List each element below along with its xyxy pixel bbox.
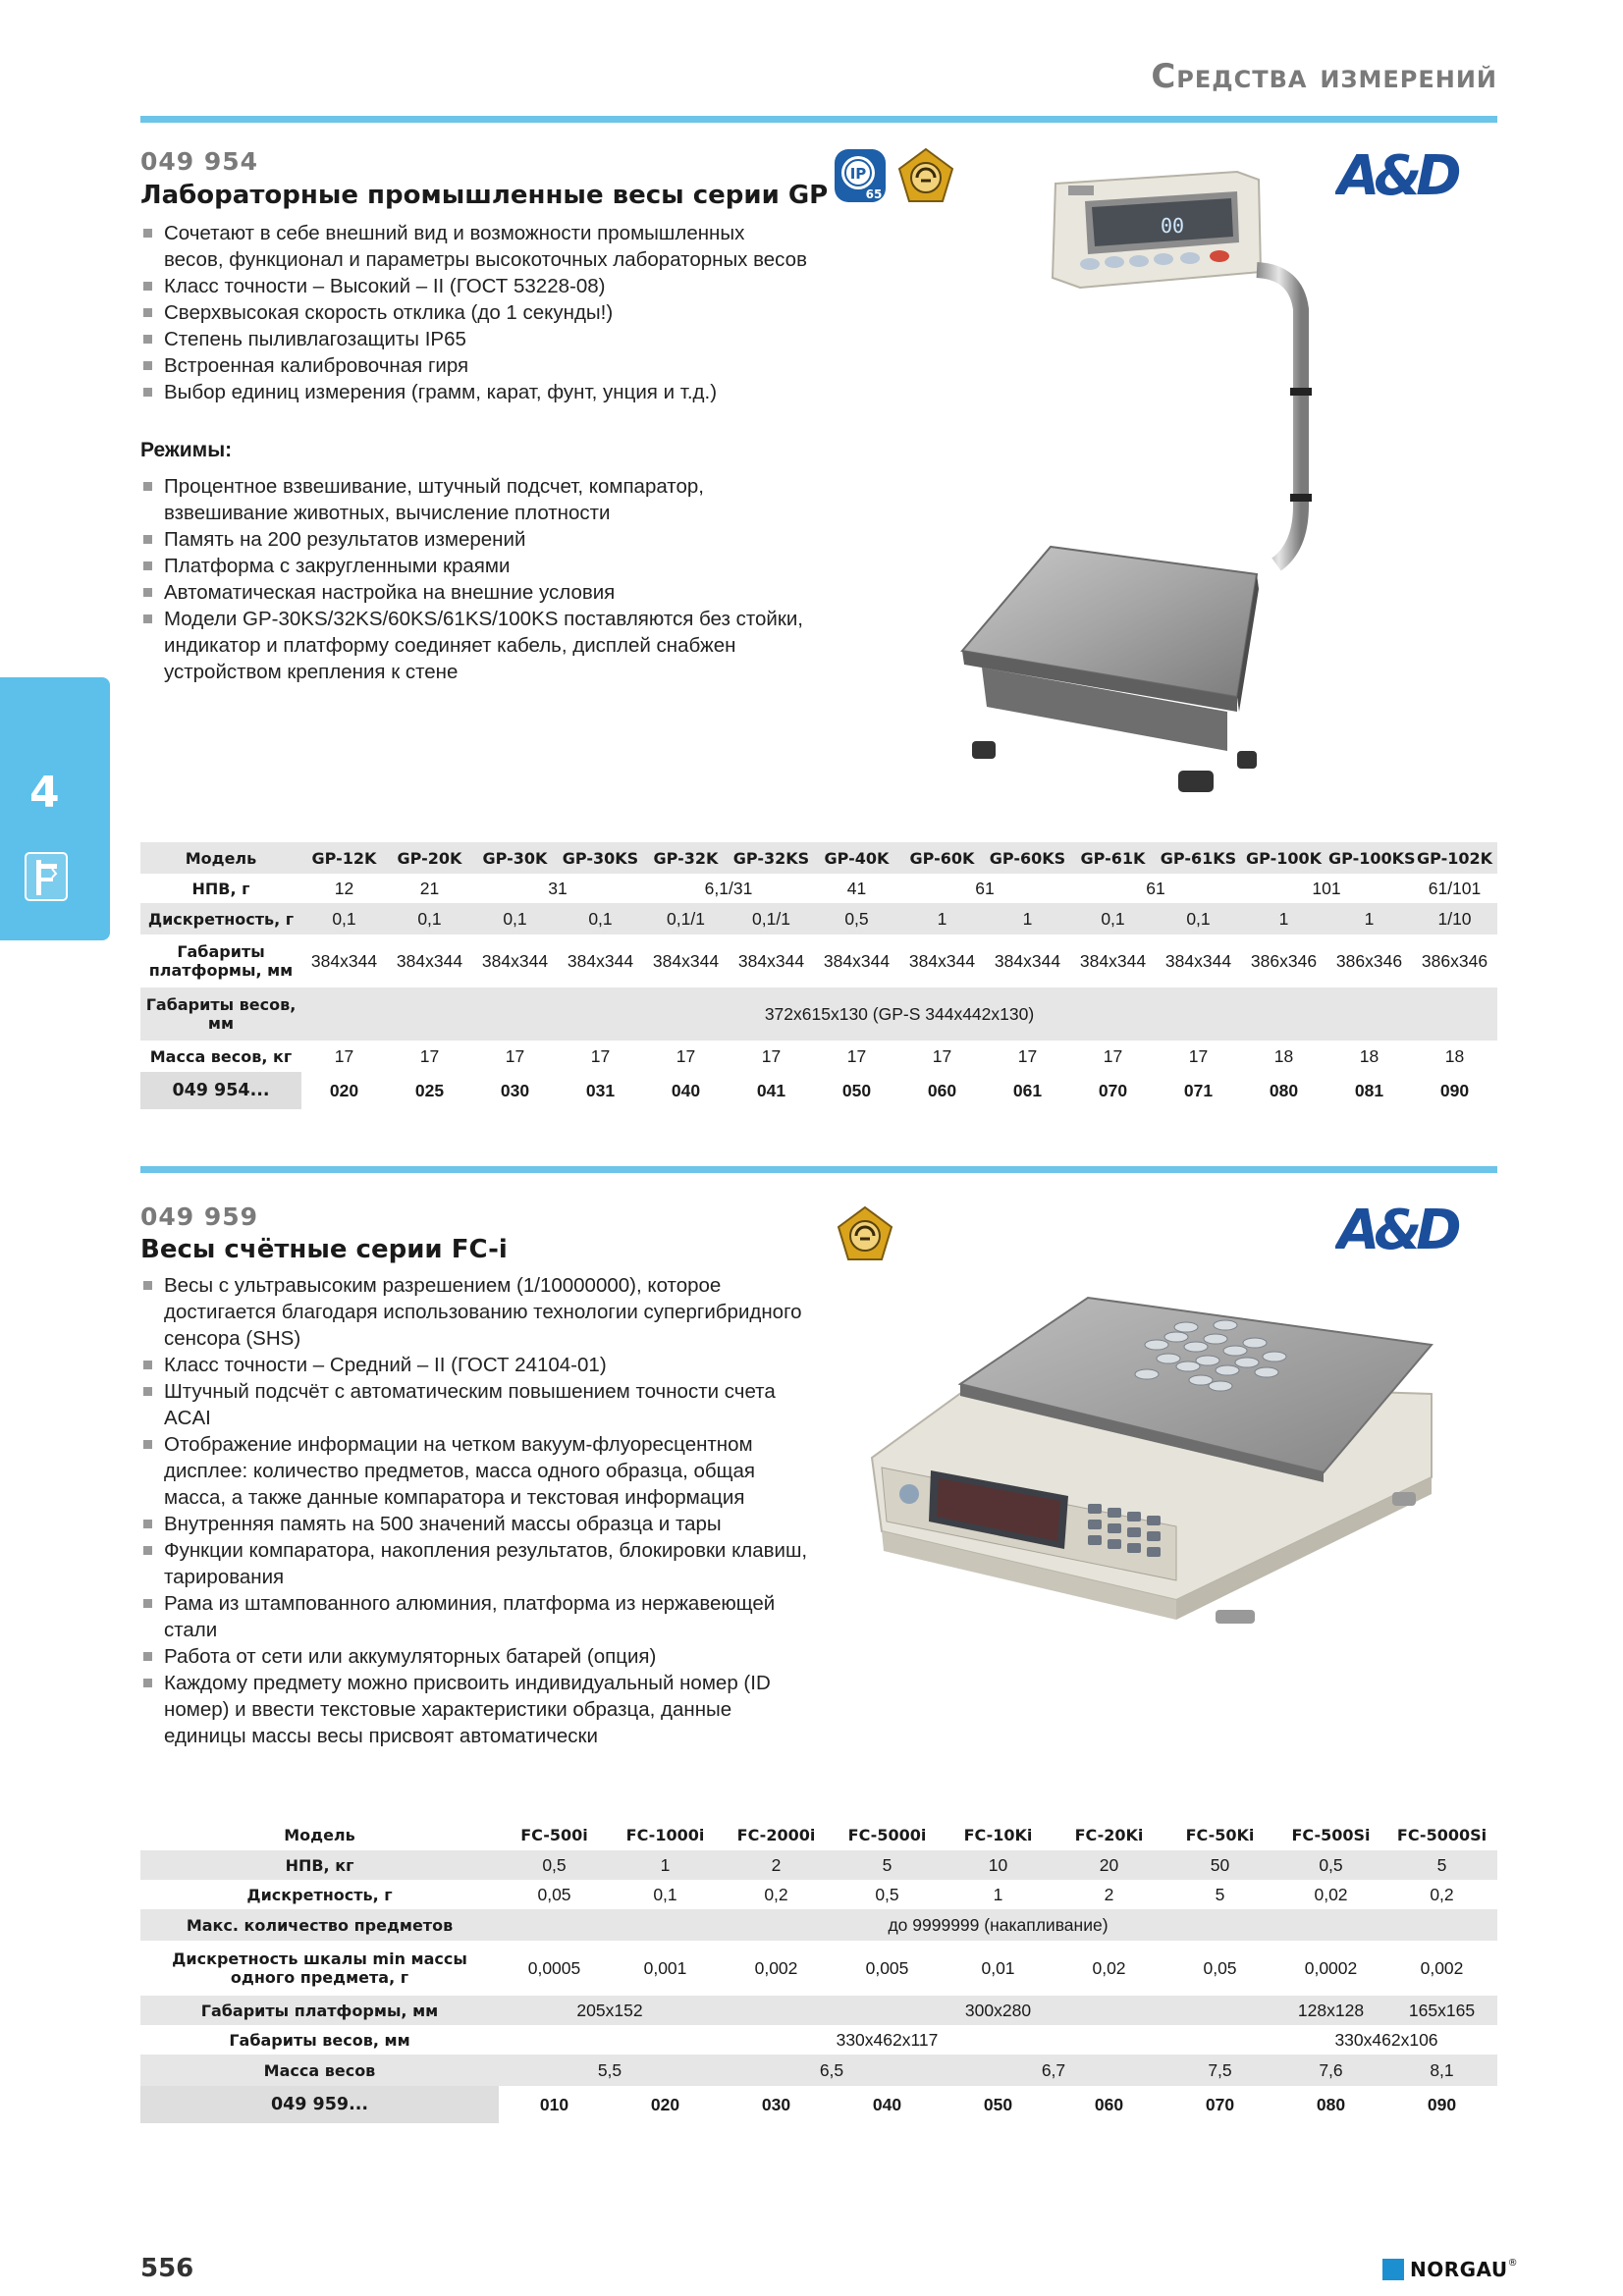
list-item: Отображение информации на четком вакуум-флуоресцентном дисплее: количество предметов, масса одного образца, общая масса, а также данные компаратора и текстовая информация — [140, 1431, 808, 1511]
table-header-cell: GP-30K — [472, 842, 558, 874]
table-cell: Дискретность шкалы min массы одного предмета, г — [172, 1949, 467, 1987]
table-cell: 0,2 — [764, 1884, 788, 1904]
table-cell: 5 — [832, 1850, 943, 1880]
table-cell: 20 — [1054, 1850, 1164, 1880]
table-cell: 384x344 — [1079, 950, 1147, 971]
table-cell: 050 — [983, 2094, 1013, 2114]
table-header-cell: FC-10Ki — [963, 1825, 1033, 1844]
table-cell: 049 954... — [140, 1072, 301, 1109]
table-cell: 41 — [846, 878, 867, 898]
table-cell: 0,5 — [814, 903, 899, 934]
table-cell: 5 — [1386, 1850, 1497, 1880]
list-item: Рама из штампованного алюминия, платформа из нержавеющей стали — [140, 1590, 808, 1643]
table-cell: 090 — [1427, 2094, 1457, 2114]
table-row — [140, 903, 1497, 934]
list-item: Выбор единиц измерения (грамм, карат, фунт, унция и т.д.) — [140, 379, 808, 405]
table-cell: 128x128 — [1275, 1996, 1386, 2025]
table-cell: 1/10 — [1412, 903, 1497, 934]
brand-logo-text: A&D — [1337, 1200, 1456, 1255]
table-cell: 0,1 — [301, 903, 387, 934]
table-cell: Габариты платформы, мм — [148, 942, 294, 980]
table-cell: 1 — [610, 1850, 721, 1880]
table-cell: 0,02 — [1314, 1884, 1348, 1904]
table-header-cell: Модель — [140, 842, 301, 874]
table-cell: до 9999999 (накапливание) — [499, 1909, 1497, 1941]
table-cell: 025 — [414, 1080, 445, 1100]
table-cell: 384x344 — [567, 950, 634, 971]
table-header-cell: FC-20Ki — [1074, 1825, 1144, 1844]
table-cell: 2 — [1104, 1884, 1114, 1904]
feature-list — [140, 220, 808, 405]
list-item: Функции компаратора, накопления результатов, блокировки клавиш, тарирования — [140, 1537, 808, 1590]
brand-logo — [1335, 145, 1492, 200]
table-cell: 031 — [585, 1080, 616, 1100]
table-cell: 18 — [1359, 1045, 1380, 1066]
table-cell: 7,6 — [1275, 2055, 1386, 2086]
table-cell: 384x344 — [1164, 950, 1232, 971]
table-cell: 1 — [899, 903, 985, 934]
product-code: 049 954 — [140, 147, 259, 176]
table-cell: 0,002 — [1420, 1957, 1464, 1978]
table-cell: 372x615x130 (GP-S 344x442x130) — [301, 988, 1497, 1041]
table-cell: 0,001 — [643, 1957, 687, 1978]
table-cell: 165x165 — [1386, 1996, 1497, 2025]
table-cell: 0,0002 — [1304, 1957, 1358, 1978]
brand-name: NORGAU — [1410, 2258, 1508, 2281]
table-cell: Габариты весов, мм — [229, 2030, 410, 2050]
modes-heading: Режимы: — [140, 439, 233, 461]
table-header-cell: GP-32KS — [729, 842, 814, 874]
table-cell: 060 — [1094, 2094, 1124, 2114]
table-cell: 060 — [927, 1080, 957, 1100]
table-row — [140, 1041, 1497, 1072]
table-cell: Габариты платформы, мм — [140, 1996, 499, 2025]
table-cell: 5,5 — [499, 2055, 721, 2086]
page-number: 556 — [140, 2254, 194, 2283]
table-row — [140, 1909, 1497, 1941]
table-cell: НПВ, кг — [140, 1850, 499, 1880]
table-header-cell: GP-40K — [814, 842, 899, 874]
table-cell: 040 — [671, 1080, 701, 1100]
table-row — [140, 1850, 1497, 1880]
table-cell: 0,1 — [387, 903, 472, 934]
table-cell: 090 — [1439, 1080, 1470, 1100]
brand-trademark: ® — [1507, 2258, 1518, 2269]
table-cell: 330x462x117 — [836, 2029, 939, 2050]
table-cell: 081 — [1354, 1080, 1384, 1100]
chapter-number: 4 — [29, 768, 60, 818]
table-cell: 17 — [505, 1045, 525, 1066]
ip-badge-number: 65 — [865, 187, 883, 201]
table-cell: 61 — [975, 878, 995, 898]
list-item: Автоматическая настройка на внешние условия — [140, 579, 828, 606]
table-cell: НПВ, г — [191, 879, 250, 898]
product-photo-fc-scale — [862, 1286, 1441, 1663]
table-cell: 50 — [1164, 1850, 1275, 1880]
table-cell: 0,1 — [653, 1884, 677, 1904]
list-item: Штучный подсчёт с автоматическим повышением точности счета ACAI — [140, 1378, 808, 1431]
table-cell: 6,5 — [721, 2055, 943, 2086]
table-cell: 384x344 — [823, 950, 891, 971]
table-cell: 17 — [1103, 1045, 1123, 1066]
table-cell: 030 — [500, 1080, 530, 1100]
table-row — [140, 2055, 1497, 2086]
caliper-icon — [25, 852, 68, 901]
table-cell: 21 — [419, 878, 440, 898]
table-cell: 0,1/1 — [643, 903, 729, 934]
feature-list — [140, 1272, 808, 1749]
brand-logo — [1335, 1200, 1492, 1255]
table-header-cell: GP-60K — [899, 842, 985, 874]
table-cell: 7,5 — [1164, 2055, 1275, 2086]
table-cell: 080 — [1316, 2094, 1346, 2114]
product-title: Лабораторные промышленные весы серии GP — [140, 181, 829, 210]
table-header-cell: FC-50Ki — [1185, 1825, 1255, 1844]
table-cell: 020 — [650, 2094, 680, 2114]
table-header-cell: GP-32K — [643, 842, 729, 874]
list-item: Весы с ультравысоким разрешением (1/10000000), которое достигается благодаря использованию технологии супергибридного сенсора (SHS) — [140, 1272, 808, 1352]
section-divider — [140, 1166, 1497, 1173]
table-cell: 0,1 — [558, 903, 643, 934]
table-cell: 080 — [1269, 1080, 1299, 1100]
table-cell: 1 — [993, 1884, 1003, 1904]
table-cell: 205x152 — [499, 1996, 721, 2025]
table-row — [140, 842, 1497, 874]
table-cell: 0,1 — [472, 903, 558, 934]
table-cell: 0,1 — [1070, 903, 1156, 934]
table-cell: 6,1/31 — [704, 878, 753, 898]
list-item: Модели GP-30KS/32KS/60KS/61KS/100KS поставляются без стойки, индикатор и платформу соединяет кабель, дисплей снабжен устройством крепления к стене — [140, 606, 828, 685]
table-cell: 384x344 — [310, 950, 378, 971]
table-header-cell: GP-100KS — [1326, 842, 1412, 874]
table-header-cell: FC-5000Si — [1396, 1825, 1488, 1844]
table-header-cell: FC-500Si — [1291, 1825, 1371, 1844]
table-cell: 061 — [1012, 1080, 1043, 1100]
table-cell: 0,1 — [1156, 903, 1241, 934]
footer-brand — [1382, 2258, 1518, 2281]
table-cell: 17 — [676, 1045, 696, 1066]
table-cell: 0,1/1 — [729, 903, 814, 934]
table-cell: 2 — [721, 1850, 832, 1880]
table-cell: 0,02 — [1092, 1957, 1126, 1978]
product-title: Весы счётные серии FC-i — [140, 1235, 508, 1264]
table-cell: 384x344 — [908, 950, 976, 971]
table-cell: Дискретность, г — [140, 903, 301, 934]
table-cell: 0,5 — [1275, 1850, 1386, 1880]
table-cell: 384x344 — [652, 950, 720, 971]
table-cell: 18 — [1444, 1045, 1465, 1066]
table-cell: Макс. количество предметов — [140, 1909, 499, 1941]
table-row — [140, 2025, 1497, 2055]
list-item: Сочетают в себе внешний вид и возможности промышленных весов, функционал и параметры высокоточных лабораторных весов — [140, 220, 808, 273]
table-cell: 384x344 — [994, 950, 1061, 971]
table-row — [140, 874, 1497, 903]
product-code: 049 959 — [140, 1202, 259, 1231]
list-item: Память на 200 результатов измерений — [140, 526, 828, 553]
table-cell: 17 — [761, 1045, 782, 1066]
table-cell: 5 — [1215, 1884, 1225, 1904]
spec-table-gp — [140, 842, 1497, 1109]
table-header-cell: GP-61KS — [1156, 842, 1241, 874]
list-item: Класс точности – Средний – II (ГОСТ 24104-01) — [140, 1352, 808, 1378]
table-cell: 1 — [1241, 903, 1326, 934]
table-cell: 10 — [943, 1850, 1054, 1880]
table-cell: 386x346 — [1335, 950, 1403, 971]
table-cell: 386x346 — [1250, 950, 1318, 971]
list-item: Степень пыливлагозащиты IP65 — [140, 326, 808, 352]
section-heading: Средства измерений — [1151, 57, 1497, 96]
table-cell: 040 — [872, 2094, 902, 2114]
list-item: Каждому предмету можно присвоить индивидуальный номер (ID номер) и ввести текстовые характеристики образца, данные единицы массы весы присвоят автоматически — [140, 1670, 808, 1749]
table-cell: 330x462x106 — [1334, 2029, 1438, 2050]
table-cell: 0,0005 — [527, 1957, 581, 1978]
table-cell: 384x344 — [396, 950, 463, 971]
table-header-cell: FC-500i — [520, 1825, 588, 1844]
table-cell: Дискретность, г — [246, 1885, 393, 1904]
table-cell: 17 — [590, 1045, 611, 1066]
table-cell: 071 — [1183, 1080, 1214, 1100]
table-cell: 101 — [1312, 878, 1341, 898]
table-row — [140, 1072, 1497, 1109]
table-cell: 050 — [841, 1080, 872, 1100]
table-cell: 8,1 — [1386, 2055, 1497, 2086]
brand-logo-text: A&D — [1337, 145, 1456, 200]
table-header-cell: FC-1000i — [625, 1825, 705, 1844]
table-cell: Габариты весов, мм — [140, 988, 301, 1041]
table-cell: Масса весов, кг — [149, 1046, 293, 1066]
table-cell: 0,2 — [1430, 1884, 1454, 1904]
ip-badge-text: IP — [849, 165, 867, 183]
table-cell: 0,05 — [537, 1884, 571, 1904]
product-photo-gp-scale — [943, 162, 1335, 819]
spec-table-fc — [140, 1819, 1497, 2123]
table-cell: 0,002 — [754, 1957, 798, 1978]
table-cell: 0,5 — [499, 1850, 610, 1880]
table-cell: 070 — [1098, 1080, 1128, 1100]
table-cell: Масса весов — [140, 2055, 499, 2086]
table-cell: 300x280 — [721, 1996, 1275, 2025]
list-item: Встроенная калибровочная гиря — [140, 352, 808, 379]
table-cell: 0,5 — [875, 1884, 899, 1904]
table-cell: 61 — [1146, 878, 1165, 898]
list-item: Работа от сети или аккумуляторных батарей (опция) — [140, 1643, 808, 1670]
table-cell: 17 — [1017, 1045, 1038, 1066]
top-divider — [140, 116, 1497, 123]
scale-display-reading: 00 — [1161, 214, 1185, 238]
table-row — [140, 988, 1497, 1041]
table-header-cell: GP-30KS — [558, 842, 643, 874]
table-row — [140, 1819, 1497, 1850]
table-header-cell: GP-60KS — [985, 842, 1070, 874]
list-item: Сверхвысокая скорость отклика (до 1 секунды!) — [140, 299, 808, 326]
table-cell: 31 — [548, 878, 568, 898]
table-cell: 0,05 — [1203, 1957, 1237, 1978]
gost-certificate-icon — [837, 1205, 892, 1260]
table-cell: 070 — [1205, 2094, 1235, 2114]
table-cell: 17 — [1188, 1045, 1209, 1066]
table-cell: 010 — [539, 2094, 569, 2114]
table-cell: 0,005 — [865, 1957, 909, 1978]
table-cell: 049 959... — [140, 2086, 499, 2123]
table-header-cell: FC-5000i — [847, 1825, 927, 1844]
table-header-cell: GP-100K — [1241, 842, 1326, 874]
table-header-cell: FC-2000i — [736, 1825, 816, 1844]
table-row — [140, 934, 1497, 988]
table-row — [140, 1996, 1497, 2025]
table-cell: 17 — [846, 1045, 867, 1066]
table-header-cell: GP-12K — [301, 842, 387, 874]
table-cell: 17 — [419, 1045, 440, 1066]
table-row — [140, 1880, 1497, 1909]
table-header-cell: GP-61K — [1070, 842, 1156, 874]
table-cell: 041 — [756, 1080, 786, 1100]
table-cell: 18 — [1273, 1045, 1294, 1066]
table-cell: 384x344 — [737, 950, 805, 971]
table-header-cell: GP-20K — [387, 842, 472, 874]
table-row — [140, 2086, 1497, 2123]
table-cell: 17 — [932, 1045, 952, 1066]
list-item: Класс точности – Высокий – II (ГОСТ 53228-08) — [140, 273, 808, 299]
table-cell: 6,7 — [943, 2055, 1164, 2086]
table-header-cell: Модель — [284, 1825, 355, 1844]
brand-square-icon — [1382, 2259, 1404, 2280]
table-cell: 030 — [761, 2094, 791, 2114]
list-item: Процентное взвешивание, штучный подсчет, компаратор, взвешивание животных, вычисление плотности — [140, 473, 828, 526]
list-item: Платформа с закругленными краями — [140, 553, 828, 579]
table-cell: 020 — [329, 1080, 359, 1100]
table-cell: 384x344 — [481, 950, 549, 971]
table-cell: 1 — [1326, 903, 1412, 934]
list-item: Внутренняя память на 500 значений массы образца и тары — [140, 1511, 808, 1537]
table-row — [140, 1941, 1497, 1996]
table-cell: 386x346 — [1421, 950, 1488, 971]
table-cell: 1 — [985, 903, 1070, 934]
ip65-icon — [833, 147, 888, 202]
table-cell: 0,01 — [981, 1957, 1015, 1978]
modes-list — [140, 473, 828, 685]
table-header-cell: GP-102K — [1412, 842, 1497, 874]
table-cell: 17 — [334, 1045, 354, 1066]
table-cell: 12 — [334, 878, 354, 898]
table-cell: 61/101 — [1428, 878, 1482, 898]
